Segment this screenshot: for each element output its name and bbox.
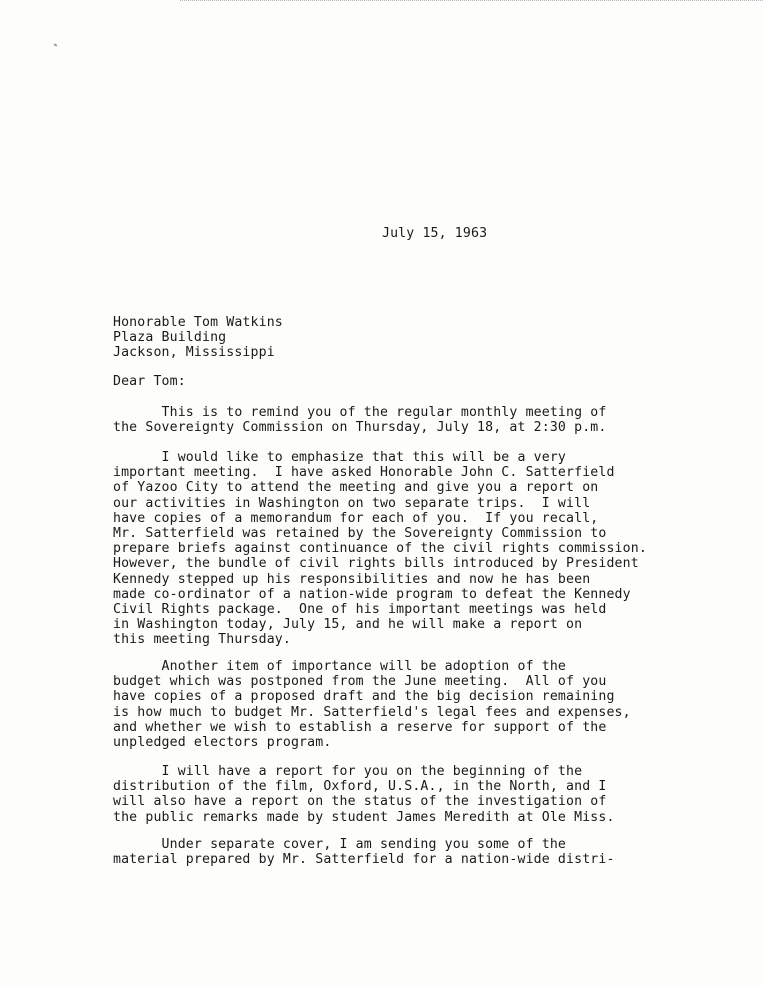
text-line: the Sovereignty Commission on Thursday, July 18, at 2:30 p.m. [113, 420, 607, 436]
text-line: this meeting Thursday. [113, 632, 291, 648]
paragraph-separate-cover [113, 837, 615, 867]
top-edge-rule [180, 0, 763, 1]
text-line: Civil Rights package. One of his important meetings was held [113, 602, 607, 618]
text-line: is how much to budget Mr. Satterfield's legal fees and expenses, [113, 704, 631, 720]
text-line: This is to remind you of the regular monthly meeting of [113, 405, 607, 420]
text-line: Kennedy stepped up his responsibilities and now he has been [113, 571, 591, 587]
text-line: prepare briefs against continuance of the civil rights commission. [113, 541, 647, 557]
text-line: However, the bundle of civil rights bills introduced by President [113, 556, 639, 572]
paragraph-budget [113, 659, 631, 750]
text-line: Mr. Satterfield was retained by the Sovereignty Commission to [113, 526, 607, 542]
text-line: I would like to emphasize that this will be a very [113, 450, 567, 465]
recipient-address [113, 315, 283, 361]
scan-speck [54, 43, 58, 46]
text-line: our activities in Washington on two separate trips. I will [113, 495, 591, 511]
text-line: material prepared by Mr. Satterfield for a nation-wide distri- [113, 852, 615, 868]
salutation: Dear Tom: [113, 374, 186, 389]
text-line: have copies of a memorandum for each of you. If you recall, [113, 510, 599, 526]
text-line: the public remarks made by student James Meredith at Ole Miss. [113, 809, 615, 825]
text-line: distribution of the film, Oxford, U.S.A., in the North, and I [113, 779, 607, 795]
text-line: in Washington today, July 15, and he will make a report on [113, 617, 583, 633]
text-line: and whether we wish to establish a reserve for support of the [113, 719, 607, 735]
text-line: budget which was postponed from the June meeting. All of you [113, 674, 607, 690]
text-line: will also have a report on the status of the investigation of [113, 794, 607, 810]
paragraph-meeting-reminder [113, 405, 606, 435]
text-line: I will have a report for you on the beginning of the [113, 764, 583, 779]
text-line: Another item of importance will be adoption of the [113, 659, 567, 674]
text-line: have copies of a proposed draft and the big decision remaining [113, 689, 615, 705]
address-line-building: Plaza Building [113, 330, 227, 346]
address-line-name: Honorable Tom Watkins [113, 315, 283, 330]
paragraph-satterfield-report [113, 450, 647, 648]
text-line: of Yazoo City to attend the meeting and give you a report on [113, 480, 599, 496]
paragraph-film-distribution [113, 764, 615, 825]
text-line: Under separate cover, I am sending you some of the [113, 837, 567, 852]
text-line: important meeting. I have asked Honorable John C. Satterfield [113, 465, 615, 481]
text-line: made co-ordinator of a nation-wide program to defeat the Kennedy [113, 586, 631, 602]
address-line-city: Jackson, Mississippi [113, 345, 275, 361]
text-line: unpledged electors program. [113, 735, 332, 751]
letter-date: July 15, 1963 [382, 226, 488, 241]
